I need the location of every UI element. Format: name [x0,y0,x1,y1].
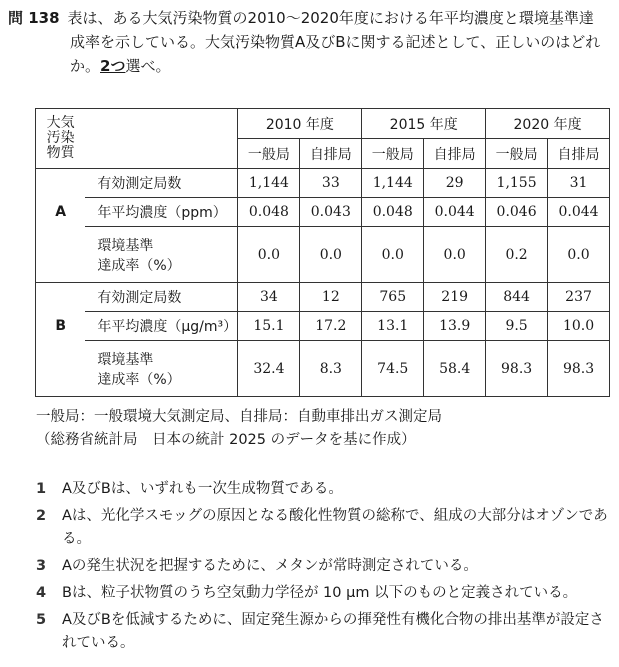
cell: 10.0 [548,312,610,341]
cell: 34 [238,283,300,312]
choice-number: 3 [36,558,47,574]
cell: 219 [424,283,486,312]
year-header-2015: 2015 年度 [362,109,486,139]
table-row [36,341,610,397]
cell: 237 [548,283,610,312]
cell: 0.0 [424,227,486,283]
choice-1[interactable] [36,478,611,501]
cell: 0.046 [486,198,548,227]
question-text-3a: か。 [70,57,101,75]
station-header: 一般局 [486,139,548,169]
cell: 0.0 [362,227,424,283]
cell: 0.0 [300,227,362,283]
cell: 31 [548,169,610,198]
corner-word-3: 物質 [46,145,75,161]
corner-word-1: 大気 [46,115,75,131]
row-label: 有効測定局数 [85,283,238,312]
table-row [36,312,610,341]
cell: 33 [300,169,362,198]
question-text-3b: 選べ。 [125,57,171,75]
cell: 13.1 [362,312,424,341]
question-line-1 [8,6,608,30]
station-header: 自排局 [300,139,362,169]
year-header-2020: 2020 年度 [486,109,610,139]
question-stem [8,6,608,78]
cell: 1,144 [238,169,300,198]
table-row [36,169,610,198]
cell: 17.2 [300,312,362,341]
cell: 8.3 [300,341,362,397]
question-number: 問 138 [8,9,60,27]
station-header: 一般局 [362,139,424,169]
row-label: 環境基準 達成率（%） [85,227,238,283]
choice-2[interactable] [36,505,611,551]
station-header: 一般局 [238,139,300,169]
choice-5[interactable] [36,609,611,655]
question-line-3 [8,54,608,78]
cell: 32.4 [238,341,300,397]
note-legend: 一般局：一般環境大気測定局、自排局：自動車排出ガス測定局 [36,409,442,425]
table-row [36,283,610,312]
cell: 15.1 [238,312,300,341]
table-notes [36,406,442,452]
cell: 0.044 [548,198,610,227]
emphasis-two: 2つ [100,57,126,75]
cell: 765 [362,283,424,312]
choice-number: 4 [36,585,47,601]
cell: 9.5 [486,312,548,341]
choice-text: A及びBは、いずれも一次生成物質である。 [62,481,343,497]
row-label: 年平均濃度（μg/m³） [85,312,238,341]
cell: 98.3 [548,341,610,397]
corner-header [36,109,86,169]
row-label: 環境基準 達成率（%） [85,341,238,397]
cell: 0.048 [362,198,424,227]
cell: 0.044 [424,198,486,227]
cell: 58.4 [424,341,486,397]
row-label: 年平均濃度（ppm） [85,198,238,227]
station-header: 自排局 [548,139,610,169]
cell: 1,155 [486,169,548,198]
cell: 1,144 [362,169,424,198]
choice-text: Bは、粒子状物質のうち空気動力学径が 10 μm 以下のものと定義されている。 [62,585,578,601]
question-text-1: 表は、ある大気汚染物質の2010～2020年度における年平均濃度と環境基準達 [67,9,594,27]
corner-word-2: 汚染 [46,130,75,146]
station-header: 自排局 [424,139,486,169]
choice-3[interactable] [36,555,611,578]
corner-blank [85,109,238,169]
question-line-2: 成率を示している。大気汚染物質A及びBに関する記述として、正しいのはどれ [70,33,601,51]
choice-text: Aの発生状況を把握するために、メタンが常時測定されている。 [62,558,478,574]
cell: 12 [300,283,362,312]
cell: 0.2 [486,227,548,283]
cell: 0.043 [300,198,362,227]
substance-a-label: A [36,198,86,227]
cell: 74.5 [362,341,424,397]
choice-text: Aは、光化学スモッグの原因となる酸化性物質の総称で、組成の大部分はオゾンである。 [62,508,608,547]
year-header-2010: 2010 年度 [238,109,362,139]
substance-b-label: B [36,312,86,341]
row-label: 有効測定局数 [85,169,238,198]
cell: 844 [486,283,548,312]
cell: 98.3 [486,341,548,397]
choice-number: 5 [36,612,47,628]
table-row [36,227,610,283]
note-source: （総務省統計局 日本の統計 2025 のデータを基に作成） [36,432,416,448]
cell: 0.048 [238,198,300,227]
cell: 29 [424,169,486,198]
table-row [36,198,610,227]
cell: 0.0 [238,227,300,283]
choice-number: 1 [36,481,47,497]
answer-choices [36,478,611,659]
cell: 0.0 [548,227,610,283]
data-table [35,108,610,397]
choice-text: A及びBを低減するために、固定発生源からの揮発性有機化合物の排出基準が設定されている。 [62,612,604,651]
choice-number: 2 [36,508,47,524]
choice-4[interactable] [36,582,611,605]
cell: 13.9 [424,312,486,341]
